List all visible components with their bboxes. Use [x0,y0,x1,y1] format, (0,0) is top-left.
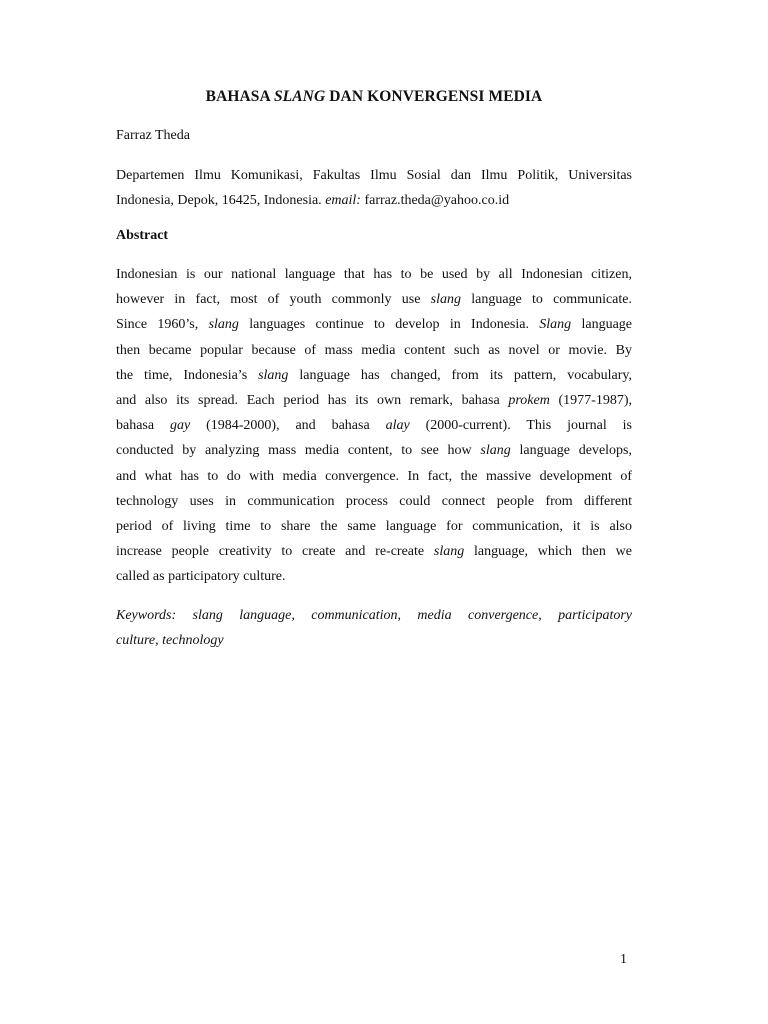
abstract-text-run: (1977-1987), [549,393,632,409]
title-text-before: BAHASA [205,88,274,105]
email-address[interactable]: farraz.theda@yahoo.co.id [364,193,510,208]
author-affiliation [116,163,632,213]
abstract-line [116,312,632,337]
keywords-line: Keywords: slang language, communication, media convergence, participatory [116,608,632,623]
abstract-italic-term: slang [480,443,511,459]
abstract-line [116,464,632,489]
abstract-text-run: (2000-current). This journal is [409,418,632,434]
abstract-italic-term: slang [258,367,289,383]
abstract-line [116,413,632,438]
abstract-italic-term: Slang [539,317,572,333]
abstract-italic-term: slang [433,544,465,560]
title-text-after: DAN KONVERGENSI MEDIA [325,88,543,105]
abstract-text-run: conducted by analyzing mass media content, to see how [116,443,481,459]
affiliation-location: Indonesia, Depok, 16425, Indonesia. [116,193,322,208]
affiliation-line-2 [116,188,632,213]
paper-title [116,88,632,106]
abstract-text-run: and what has to do with media convergence. In fact, the massive development of [116,468,632,484]
abstract-text-run: increase people creativity to create and re-create [116,544,434,560]
abstract-text-run: called as participatory culture. [116,569,286,585]
abstract-heading: Abstract [116,228,169,243]
abstract-text-run: language has changed, from its pattern, vocabulary, [288,367,632,383]
abstract-text-run: bahasa [116,418,170,434]
affiliation-line-1: Departemen Ilmu Komunikasi, Fakultas Ilmu Sosial dan Ilmu Politik, Universitas [116,168,632,183]
abstract-text-run: Since 1960’s, [116,317,209,333]
abstract-line [116,539,632,564]
abstract-line [116,363,632,388]
abstract-line [116,262,632,287]
abstract-line [116,338,632,363]
abstract-body [116,262,632,590]
abstract-text-run: language to communicate. [461,292,632,308]
abstract-text-run: technology uses in communication process could connect people from different [116,493,632,509]
abstract-text-run: then became popular because of mass media content such as novel or movie. By [116,342,632,358]
abstract-text-run: however in fact, most of youth commonly use [116,292,431,308]
title-text-italic: SLANG [273,88,326,105]
abstract-text-run: the time, Indonesia’s [116,367,259,383]
keywords-line: culture, technology [116,633,224,648]
abstract-text-run: language [571,317,632,333]
abstract-italic-term: gay [169,418,191,434]
abstract-text-run: and also its spread. Each period has its own remark, bahasa [116,393,509,409]
abstract-line [116,388,632,413]
abstract-text-run: period of living time to share the same language for communication, it is also [116,519,632,535]
page-number: 1 [620,952,627,967]
abstract-text-run: (1984-2000), and bahasa [190,418,386,434]
abstract-italic-term: prokem [508,393,550,409]
author-name: Farraz Theda [116,128,190,143]
abstract-text-run: Indonesian is our national language that has to be used by all Indonesian citizen, [116,267,632,282]
abstract-line [116,287,632,312]
abstract-line [116,564,632,589]
keywords-paragraph [116,603,632,653]
abstract-line [116,514,632,539]
abstract-text-run: language develops, [510,443,633,459]
abstract-line [116,489,632,514]
abstract-italic-term: slang [208,317,239,333]
abstract-line [116,438,632,463]
abstract-italic-term: alay [385,418,410,434]
abstract-italic-term: slang [430,292,461,308]
abstract-text-run: languages continue to develop in Indonesia. [238,317,540,333]
email-label: email: [325,193,361,208]
abstract-text-run: language, which then we [464,544,632,560]
